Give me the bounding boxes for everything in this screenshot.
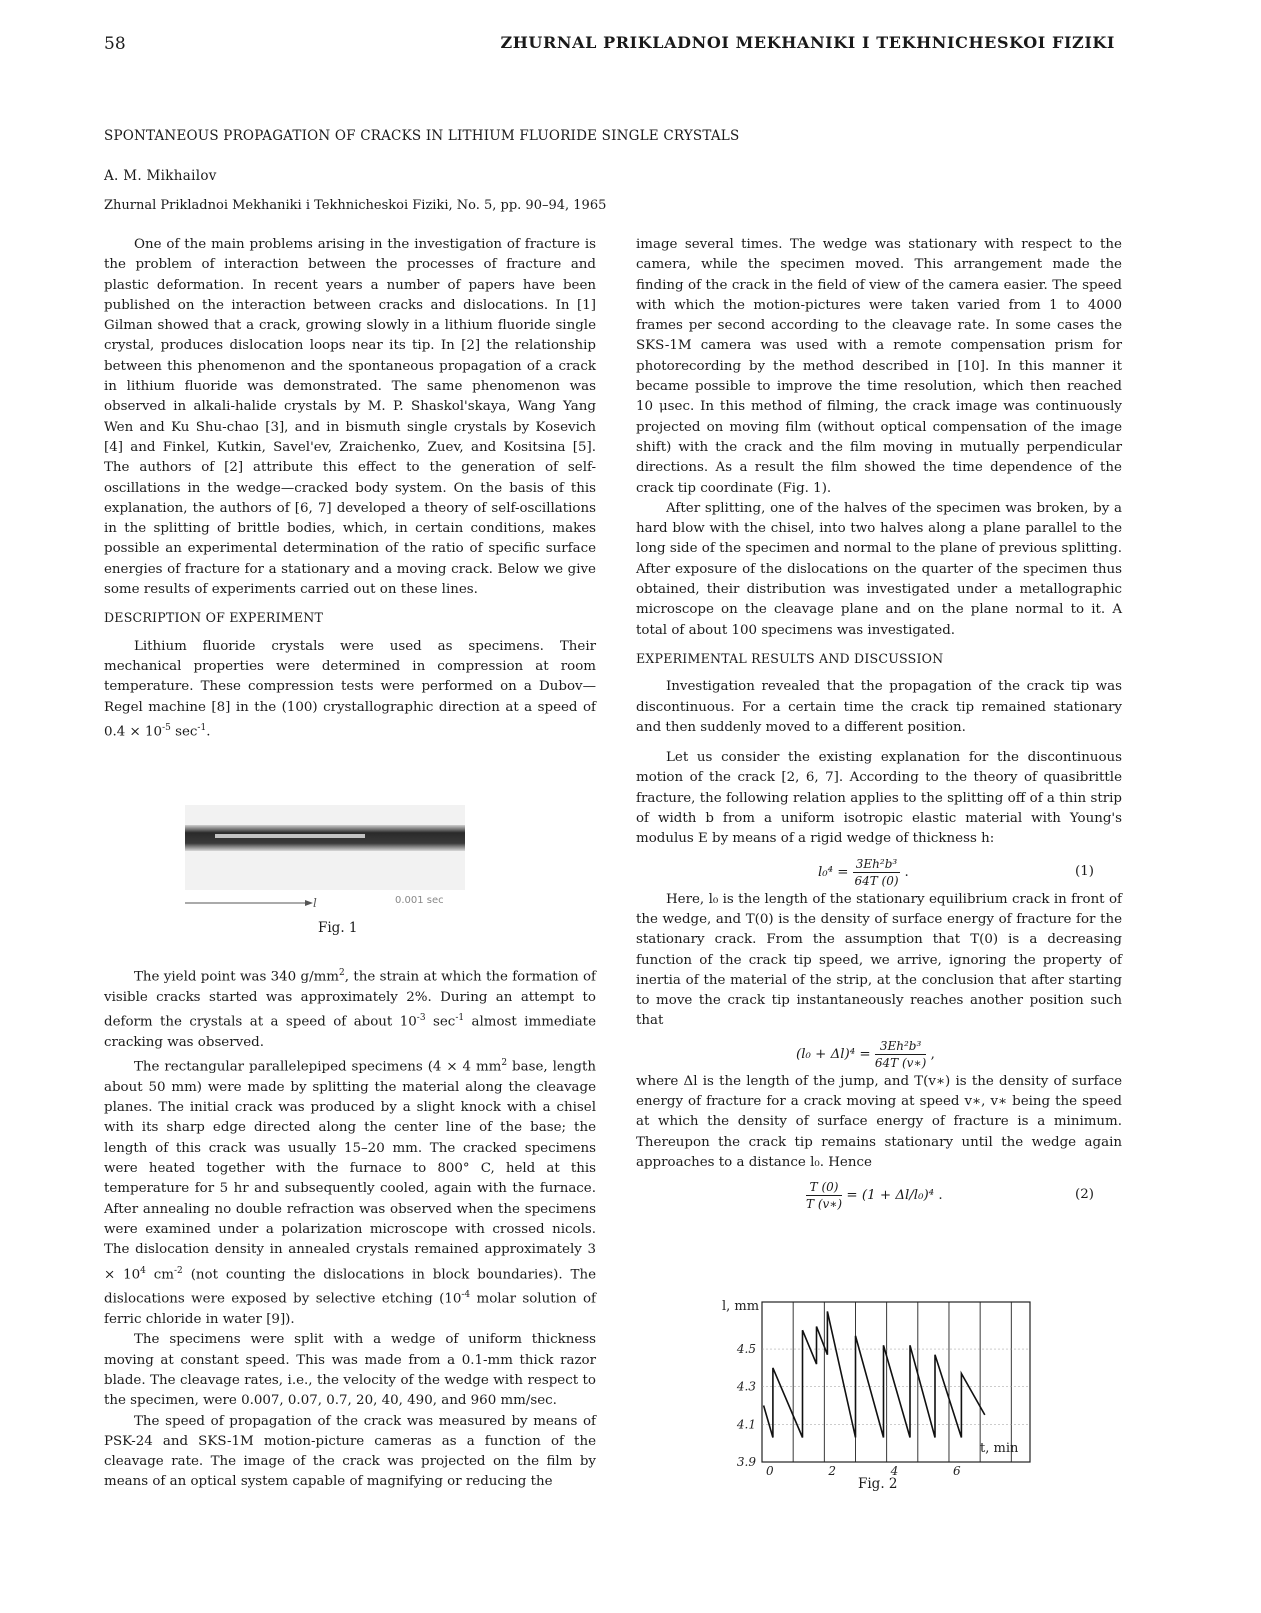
y-axis-label: l, mm [722, 1299, 760, 1314]
figure-2-caption: Fig. 2 [858, 1476, 898, 1492]
equation-2: $\frac{T (0)}{T (v∗)}$ = (1 + Δl/l₀)⁴ . (2) [806, 1180, 1094, 1212]
figure-1-label-l: l [313, 896, 317, 910]
equation-1-lhs: l₀⁴ = [818, 864, 849, 880]
paragraph: The specimens were split with a wedge of uniform thickness moving at constant speed. This was made from a 0.1-mm thick razor blade. The cleavage rates, i.e., the velocity of the wedge with respect to the specimen, were 0.007, 0.07, 0.7, 20, 40, 490, and 960 mm/sec. [104, 1332, 596, 1409]
x-tick-label: 0 [766, 1464, 774, 1478]
text-run: The rectangular parallelepiped specimens (4 × 4 mm [134, 1059, 502, 1075]
article-author: A. M. Mikhailov [104, 168, 217, 184]
section-heading: EXPERIMENTAL RESULTS AND DISCUSSION [636, 650, 944, 666]
text-run: base, length about 50 mm) were made by splitting the material along the cleavage planes. The initial crack was produced by a slight knock with a chisel with its sharp edge directed along the center line of the base; the length of this crack was usually 15–20 mm. The cracked specimens were heated together with the furnace to 800° C, held at this temperature for 5 hr and subsequently cooled, again with the furnace. After annealing no double refraction was observed when the specimens were examined under a polarization microscope with crossed nicols. The dislocation density in annealed crystals remained approximately 3 × 10 [104, 1059, 596, 1283]
superscript: 4 [140, 1265, 146, 1276]
x-tick-label: 2 [828, 1464, 836, 1478]
right-column [636, 235, 1122, 1213]
superscript: -1 [455, 1013, 465, 1024]
superscript: 2 [339, 968, 345, 978]
equation-1-tag: (1) [1075, 863, 1094, 879]
paragraph: where Δl is the length of the jump, and T(v∗) is the density of surface energy of fracture for a crack moving at speed v∗, v∗ being the speed at which the density of surface energy of fracture is a minimum. Thereupon the crack tip remains stationary until the wedge again approaches to a distance l₀. Hence [636, 1073, 1122, 1170]
paragraph: One of the main problems arising in the investigation of fracture is the problem of interaction between the processes of fracture and plastic deformation. In recent years a number of papers have been published on the interaction between cracks and dislocations. In [1] Gilman showed that a crack, growing slowly in a lithium fluoride single crystal, produces dislocation loops near its tip. In [2] the relationship between this phenomenon and the spontaneous propagation of a crack in lithium fluoride was demonstrated. The same phenomenon was observed in alkali-halide crystals by M. P. Shaskol'skaya, Wang Yang Wen and Ku Shu-chao [3], and in bismuth single crystals by Kosevich [4] and Finkel, Kutkin, Savel'ev, Zraichenko, Zuev, and Kositsina [5]. The authors of [2] attribute this effect to the generation of self-oscillations in the wedge—cracked body system. On the basis of this explanation, the authors of [6, 7] developed a theory of self-oscillations in the splitting of brittle bodies, which, in certain conditions, makes possible an experimental determination of the ratio of specific surface energies of fracture for a stationary and a moving crack. Below we give some results of experiments carried out on these lines. [104, 237, 596, 598]
equation-2-numerator: T (0) [806, 1179, 842, 1196]
paragraph: Investigation revealed that the propagation of the crack tip was discontinuous. For a certain time the crack tip remained stationary and then suddenly moved to a different position. [636, 679, 1122, 735]
text-run: The yield point was 340 g/mm [134, 969, 340, 985]
x-axis-label: t, min [980, 1441, 1019, 1456]
text-run: , the strain at which the formation of visible cracks started was approximately 2%. During an attempt to deform the crystals at a speed of about 10 [104, 969, 597, 1030]
figure-1-caption: Fig. 1 [318, 920, 358, 936]
text-run: almost immediate cracking was observed. [104, 1014, 596, 1050]
superscript: -4 [461, 1290, 471, 1301]
x-tick-label: 4 [890, 1464, 899, 1478]
paragraph: After splitting, one of the halves of the specimen was broken, by a hard blow with the chisel, into two halves along a plane parallel to the long side of the specimen and normal to the plane of previous splitting. After exposure of the dislocations on the quarter of the specimen thus obtained, their distribution was investigated under a metallographic microscope on the cleavage plane and on the plane normal to it. A total of about 100 specimens was investigated. [636, 500, 1122, 638]
superscript: -3 [416, 1013, 426, 1024]
equation-2-tag: (2) [1075, 1187, 1094, 1203]
text-run: Lithium fluoride crystals were used as specimens. Their mechanical properties were determined in compression at room temperature. These compression tests were performed on a Dubov—Regel machine [8] in the (100) crystallographic direction at a speed of 0.4 × 10 [104, 638, 596, 740]
section-heading: DESCRIPTION OF EXPERIMENT [104, 610, 324, 626]
article-citation: Zhurnal Prikladnoi Mekhaniki i Tekhnicheskoi Fiziki, No. 5, pp. 90–94, 1965 [104, 198, 607, 213]
paragraph [104, 637, 596, 743]
equation-jump-numerator: 3Eh²b³ [875, 1038, 926, 1055]
superscript: -5 [162, 722, 171, 733]
y-tick-label: 4.3 [736, 1379, 756, 1394]
figure-2 [712, 1296, 1042, 1496]
figure-1-label-sec: 0.001 sec [395, 895, 444, 906]
text-run: sec [425, 1014, 456, 1030]
paragraph [104, 1053, 596, 1330]
equation-1-denominator: 64T (0) [854, 873, 899, 888]
figure-2-chart [712, 1296, 1042, 1496]
figure-1 [185, 805, 465, 915]
series-line [764, 1311, 985, 1437]
y-tick-label: 4.5 [736, 1342, 756, 1357]
paragraph: Let us consider the existing explanation for the discontinuous motion of the crack [2, 6, 7]. According to the theory of quasibrittle fracture, the following relation applies to the splitting off of a thin strip of width b from a uniform isotropic elastic material with Young's modulus E by means of a rigid wedge of thickness h: [636, 750, 1122, 847]
figure-1-photo [185, 805, 465, 915]
equation-1-fraction [853, 856, 900, 889]
text-run: (not counting the dislocations in block boundaries). The dislocations were exposed by selective etching (10 [104, 1267, 596, 1307]
equation-jump-denominator: 64T (v∗) [874, 1055, 927, 1070]
y-tick-label: 3.9 [736, 1455, 756, 1469]
equation-2-denominator: T (v∗) [806, 1197, 843, 1212]
paragraph: image several times. The wedge was stationary with respect to the camera, while the specimen moved. This arrangement made the finding of the crack in the field of view of the camera easier. The speed with which the motion-pictures were taken varied from 1 to 4000 frames per second according to the cleavage rate. In some cases the SKS-1M camera was used with a remote compensation prism for photorecording by the method described in [10]. In this manner it became possible to improve the time resolution, which then reached 10 μsec. In this method of filming, the crack image was continuously projected on moving film (without optical compensation of the image shift) with the crack and the film moving in mutually perpendicular directions. As a result the film showed the time dependence of the crack tip coordinate (Fig. 1). [636, 237, 1122, 496]
journal-title: ZHURNAL PRIKLADNOI MEKHANIKI I TEKHNICHESKOI FIZIKI [500, 33, 1115, 52]
superscript: -2 [174, 1265, 183, 1276]
superscript: 2 [501, 1058, 508, 1069]
text-run: . [206, 724, 211, 740]
text-run: sec [170, 724, 198, 740]
article-title: SPONTANEOUS PROPAGATION OF CRACKS IN LITHIUM FLUORIDE SINGLE CRYSTALS [104, 128, 740, 144]
paragraph [104, 963, 596, 1053]
left-column-upper [104, 235, 596, 743]
paragraph: The speed of propagation of the crack was measured by means of PSK-24 and SKS-1M motion-picture cameras as a function of the cleavage rate. The image of the crack was projected on the film by means of an optical system capable of magnifying or reducing the [104, 1413, 596, 1490]
page-number: 58 [104, 34, 126, 54]
equation-1-numerator: 3Eh²b³ [853, 856, 900, 873]
x-tick-label: 6 [952, 1464, 961, 1478]
y-tick-label: 4.1 [736, 1417, 756, 1432]
equation-2-rhs: = (1 + Δl/l₀)⁴ [846, 1188, 935, 1204]
left-column-lower [104, 963, 596, 1493]
text-run: molar solution of ferric chloride in water [9]). [104, 1291, 596, 1328]
equation-2-fraction [806, 1179, 842, 1212]
text-run: cm [145, 1267, 175, 1283]
equation-1: l₀⁴ = $\frac{\text{3Eh²b³}}{64T (0)}$ . (1) [818, 856, 1094, 888]
equation-jump-fraction [875, 1038, 926, 1071]
superscript: -1 [197, 722, 207, 733]
equation-jump: (l₀ + Δl)⁴ = $\frac{\text{3Eh²b³}}{64T (v∗)}$ , [796, 1038, 935, 1070]
paragraph: Here, l₀ is the length of the stationary equilibrium crack in front of the wedge, and T(0) is the density of surface energy of fracture for the stationary crack. From the assumption that T(0) is a decreasing function of the crack tip speed, we arrive, ignoring the property of inertia of the material of the strip, at the conclusion that after starting to move the crack tip instantaneously reaches another position such that [636, 891, 1122, 1029]
equation-jump-lhs: (l₀ + Δl)⁴ = [796, 1046, 871, 1062]
